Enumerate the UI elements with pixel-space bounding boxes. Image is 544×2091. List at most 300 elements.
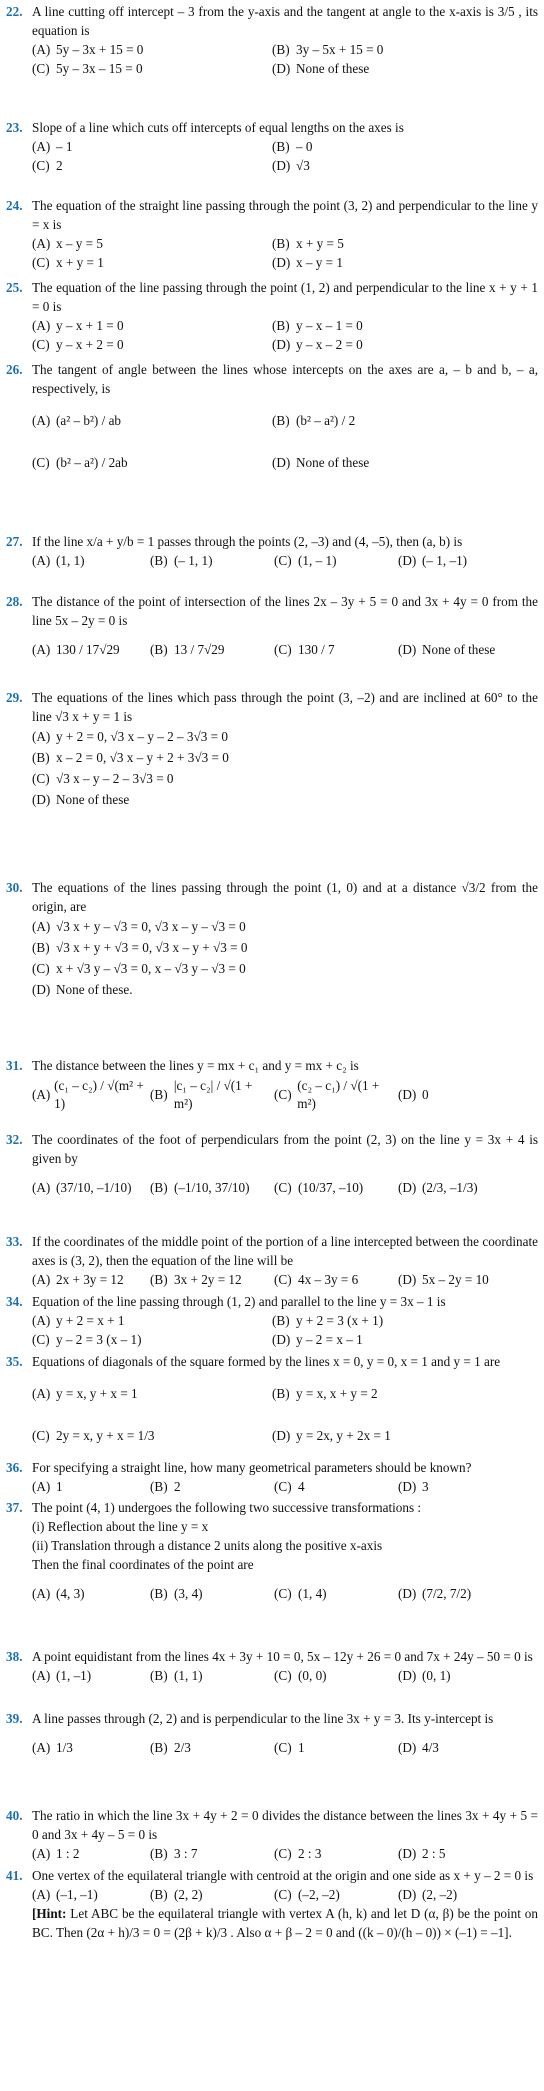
option-a[interactable] <box>32 1886 150 1904</box>
option-text: 2y = x, y + x = 1/3 <box>56 1428 155 1443</box>
option-label: (A) <box>32 1386 51 1401</box>
option-text: (0, 0) <box>298 1668 327 1683</box>
option-c[interactable] <box>32 60 272 78</box>
option-row <box>32 727 538 747</box>
question-q34 <box>6 1292 538 1349</box>
option-label: (A) <box>32 42 51 57</box>
option-label: (D) <box>398 1180 417 1195</box>
option-text: y – x – 1 = 0 <box>296 318 363 333</box>
question-stem <box>6 1352 538 1371</box>
option-a[interactable] <box>32 235 272 253</box>
question-text: The tangent of angle between the lines whose intercepts on the axes are a, – b and b, – a, respectively, is <box>32 362 538 396</box>
question-number: 37. <box>6 1500 23 1515</box>
option-text: (2/3, –1/3) <box>422 1180 478 1195</box>
option-a[interactable] <box>32 727 538 747</box>
option-d[interactable] <box>272 444 512 482</box>
option-text: |c₁ – c₂| / √(1 + m²) <box>173 1078 253 1111</box>
options <box>32 1478 538 1496</box>
option-label: (C) <box>32 158 50 173</box>
option-row <box>32 317 538 335</box>
question-q24 <box>6 196 538 272</box>
options <box>32 1076 538 1114</box>
option-a[interactable] <box>32 1667 150 1685</box>
option-text: (1, – 1) <box>298 553 337 568</box>
option-c[interactable] <box>274 1478 398 1496</box>
option-text: y + 2 = x + 1 <box>56 1313 125 1328</box>
option-label: (D) <box>272 455 291 470</box>
question-stem <box>6 360 538 398</box>
option-text: y – x – 2 = 0 <box>296 337 363 352</box>
option-b[interactable] <box>150 1729 274 1767</box>
option-label: (B) <box>150 1180 168 1195</box>
option-a[interactable] <box>32 1312 272 1330</box>
option-a[interactable] <box>32 631 150 669</box>
option-text: (– 1, 1) <box>174 553 213 568</box>
question-stem <box>6 1232 538 1270</box>
option-label: (D) <box>398 1272 417 1287</box>
option-row <box>32 254 538 272</box>
option-label: (B) <box>150 1087 168 1102</box>
question-q27 <box>6 532 538 570</box>
option-label: (C) <box>274 1586 292 1601</box>
hint-label: [Hint: <box>32 1906 67 1921</box>
option-d[interactable] <box>398 1886 522 1904</box>
option-label: (C) <box>274 553 292 568</box>
option-b[interactable] <box>32 748 538 768</box>
question-text: The ratio in which the line 3x + 4y + 2 = 0 divides the distance between the lines 3x + 4y + 5 = 0 and 3x + 4y – 5 = 0 is <box>32 1808 538 1842</box>
option-label: (C) <box>274 1668 292 1683</box>
option-label: (A) <box>32 139 51 154</box>
option-text: (1, 1) <box>56 553 85 568</box>
option-text: None of these <box>296 61 370 76</box>
option-label: (C) <box>274 1479 292 1494</box>
option-text: y + 2 = 0, √3 x – y – 2 – 3√3 = 0 <box>56 729 228 744</box>
question-stem <box>6 196 538 234</box>
question-q36 <box>6 1458 538 1496</box>
option-label: (C) <box>274 642 292 657</box>
option-label: (A) <box>32 1846 51 1861</box>
option-text: (1, 1) <box>174 1668 203 1683</box>
question-q32 <box>6 1130 538 1207</box>
option-a[interactable] <box>32 552 150 570</box>
question-text: The equation of the line passing through the point (1, 2) and perpendicular to the line x + y + 1 = 0 is <box>32 280 538 314</box>
option-text: x + y = 1 <box>56 255 104 270</box>
option-label: (D) <box>398 1887 417 1902</box>
option-c[interactable] <box>274 1076 398 1114</box>
option-label: (B) <box>32 940 50 955</box>
question-q40 <box>6 1806 538 1863</box>
option-label: (B) <box>272 318 290 333</box>
options <box>32 1667 538 1685</box>
option-text: y – x + 1 = 0 <box>56 318 124 333</box>
question-text: The coordinates of the foot of perpendiculars from the point (2, 3) on the line y = 3x + 4 is given by <box>32 1132 538 1166</box>
option-text: (–2, –2) <box>298 1887 340 1902</box>
option-text: (b² – a²) / 2ab <box>56 455 128 470</box>
option-a[interactable] <box>32 917 538 937</box>
option-text: (–1, –1) <box>56 1887 98 1902</box>
question-number: 22. <box>6 4 23 19</box>
option-label: (B) <box>150 1668 168 1683</box>
options <box>32 1886 538 1904</box>
option-label: (A) <box>32 729 51 744</box>
option-label: (C) <box>274 1740 292 1755</box>
question-text: The point (4, 1) undergoes the following two successive transformations : <box>32 1500 422 1515</box>
option-b[interactable] <box>150 1478 274 1496</box>
question-q28 <box>6 592 538 669</box>
option-text: √3 x + y – √3 = 0, √3 x – y – √3 = 0 <box>56 919 246 934</box>
question-text: For specifying a straight line, how many geometrical parameters should be known? <box>32 1460 472 1475</box>
question-stem <box>6 592 538 630</box>
option-b[interactable] <box>32 938 538 958</box>
option-d[interactable] <box>398 1575 522 1613</box>
option-c[interactable] <box>274 1845 398 1863</box>
option-a[interactable] <box>32 1478 150 1496</box>
option-text: x – 2 = 0, √3 x – y + 2 + 3√3 = 0 <box>56 750 229 765</box>
option-a[interactable] <box>32 1169 150 1207</box>
option-d[interactable] <box>398 552 522 570</box>
option-text: 5x – 2y = 10 <box>422 1272 489 1287</box>
sub-statement: (i) Reflection about the line y = x <box>32 1519 209 1534</box>
option-b[interactable] <box>272 402 512 440</box>
question-q35 <box>6 1352 538 1455</box>
question-number: 26. <box>6 362 23 377</box>
options <box>32 235 538 272</box>
option-b[interactable] <box>150 1076 274 1114</box>
option-text: x – y = 5 <box>56 236 103 251</box>
option-row <box>32 336 538 354</box>
option-b[interactable] <box>272 41 512 59</box>
option-text: y – x + 2 = 0 <box>56 337 124 352</box>
question-stem <box>6 1806 538 1844</box>
option-d[interactable] <box>272 1331 512 1349</box>
options <box>32 138 538 175</box>
question-number: 27. <box>6 534 23 549</box>
option-row <box>32 1729 538 1767</box>
option-c[interactable] <box>274 552 398 570</box>
question-text: A line passes through (2, 2) and is perpendicular to the line 3x + y = 3. Its y-intercept is <box>32 1711 494 1726</box>
question-number: 41. <box>6 1868 23 1883</box>
option-a[interactable] <box>32 41 272 59</box>
option-label: (D) <box>272 61 291 76</box>
sub-statement: Then the final coordinates of the point are <box>32 1557 254 1572</box>
option-b[interactable] <box>272 235 512 253</box>
question-text: If the coordinates of the middle point of the portion of a line intercepted between the coordinate axes is (3, 2), then the equation of the line will be <box>32 1234 538 1268</box>
option-label: (B) <box>272 236 290 251</box>
question-stem <box>6 2 538 40</box>
option-c[interactable] <box>32 336 272 354</box>
option-row <box>32 1169 538 1207</box>
option-text: x + √3 y – √3 = 0, x – √3 y – √3 = 0 <box>56 961 246 976</box>
option-a[interactable] <box>32 1271 150 1289</box>
option-b[interactable] <box>272 138 512 156</box>
question-text: The distance of the point of intersection of the lines 2x – 3y + 5 = 0 and 3x + 4y = 0 from the line 5x – 2y = 0 is <box>32 594 538 628</box>
question-q39 <box>6 1709 538 1767</box>
question-stem <box>6 1056 538 1075</box>
options <box>32 1729 538 1767</box>
question-text: Equation of the line passing through (1, 2) and parallel to the line y = 3x – 1 is <box>32 1294 446 1309</box>
option-b[interactable] <box>272 1375 512 1413</box>
option-text: √3 x + y + √3 = 0, √3 x – y + √3 = 0 <box>56 940 248 955</box>
option-text: (4, 3) <box>56 1586 85 1601</box>
option-row <box>32 235 538 253</box>
option-text: (3, 4) <box>174 1586 203 1601</box>
option-row <box>32 1076 538 1114</box>
question-q26 <box>6 360 538 482</box>
option-a[interactable] <box>32 1375 272 1413</box>
options <box>32 317 538 354</box>
option-label: (C) <box>32 771 50 786</box>
option-label: (C) <box>274 1887 292 1902</box>
option-text: (10/37, –10) <box>298 1180 364 1195</box>
option-text: None of these <box>296 455 370 470</box>
option-c[interactable] <box>274 1667 398 1685</box>
option-b[interactable] <box>150 1845 274 1863</box>
option-text: √3 x – y – 2 – 3√3 = 0 <box>56 771 174 786</box>
option-c[interactable] <box>32 157 272 175</box>
option-a[interactable] <box>32 1076 150 1114</box>
option-c[interactable] <box>274 631 398 669</box>
question-number: 39. <box>6 1711 23 1726</box>
option-row <box>32 60 538 78</box>
question-stem <box>6 878 538 916</box>
hint-text: Let ABC be the equilateral triangle with vertex A (h, k) and let D (α, β) be the point on BC. Then (2α + h)/3 = 0 = (2β + k)/3 . Also α + β – 2 = 0 and ((k – 0)/(h – 0)) × (–1) = –1]. <box>32 1906 538 1940</box>
question-q25 <box>6 278 538 354</box>
option-d[interactable] <box>32 980 538 1000</box>
option-row <box>32 1271 538 1289</box>
option-d[interactable] <box>398 1729 522 1767</box>
option-d[interactable] <box>272 254 512 272</box>
question-stem <box>6 1709 538 1728</box>
option-row <box>32 917 538 937</box>
option-row <box>32 631 538 669</box>
sub-statements <box>32 1517 538 1574</box>
question-text: A point equidistant from the lines 4x + 3y + 10 = 0, 5x – 12y + 26 = 0 and 7x + 24y – 50 = 0 is <box>32 1649 533 1664</box>
option-row <box>32 769 538 789</box>
option-row <box>32 980 538 1000</box>
option-d[interactable] <box>272 336 512 354</box>
option-label: (A) <box>32 1586 51 1601</box>
option-c[interactable] <box>32 444 272 482</box>
question-text: One vertex of the equilateral triangle with centroid at the origin and one side as x + y – 2 = 0 is <box>32 1868 534 1883</box>
option-c[interactable] <box>32 959 538 979</box>
options <box>32 402 538 482</box>
option-text: y = 2x, y + 2x = 1 <box>296 1428 391 1443</box>
option-text: 2 <box>56 158 63 173</box>
option-label: (A) <box>32 642 51 657</box>
option-label: (B) <box>272 1386 290 1401</box>
option-label: (A) <box>32 1740 51 1755</box>
option-c[interactable] <box>32 254 272 272</box>
question-stem <box>6 1130 538 1168</box>
question-stem <box>6 1647 538 1666</box>
question-q37 <box>6 1498 538 1613</box>
option-label: (B) <box>150 1272 168 1287</box>
option-d[interactable] <box>272 1417 512 1455</box>
option-d[interactable] <box>398 1271 522 1289</box>
option-c[interactable] <box>32 1417 272 1455</box>
option-row <box>32 138 538 156</box>
option-text: (37/10, –1/10) <box>56 1180 132 1195</box>
option-text: (b² – a²) / 2 <box>296 413 356 428</box>
option-a[interactable] <box>32 1729 150 1767</box>
option-label: (D) <box>398 642 417 657</box>
option-b[interactable] <box>272 317 512 335</box>
option-b[interactable] <box>150 1886 274 1904</box>
option-d[interactable] <box>398 1478 522 1496</box>
option-d[interactable] <box>398 1667 522 1685</box>
option-label: (A) <box>32 919 51 934</box>
option-c[interactable] <box>274 1886 398 1904</box>
option-label: (D) <box>398 1586 417 1601</box>
question-text: If the line x/a + y/b = 1 passes through the points (2, –3) and (4, –5), then (a, b) is <box>32 534 463 549</box>
option-text: 1 <box>298 1740 305 1755</box>
option-label: (A) <box>32 1180 51 1195</box>
option-label: (A) <box>32 1087 51 1102</box>
option-c[interactable] <box>274 1169 398 1207</box>
options <box>32 552 538 570</box>
question-text: The equation of the straight line passing through the point (3, 2) and perpendicular to the line y = x is <box>32 198 538 232</box>
question-number: 23. <box>6 120 23 135</box>
option-label: (C) <box>32 61 50 76</box>
option-a[interactable] <box>32 1575 150 1613</box>
option-text: 4x – 3y = 6 <box>298 1272 359 1287</box>
option-text: (c₁ – c₂) / √(m² + 1) <box>54 1078 144 1111</box>
option-label: (C) <box>32 1332 50 1347</box>
option-text: 0 <box>422 1087 429 1102</box>
question-text: The distance between the lines y = mx + c₁ and y = mx + c₂ is <box>32 1058 359 1073</box>
option-label: (C) <box>274 1180 292 1195</box>
option-label: (A) <box>32 1668 51 1683</box>
option-label: (C) <box>274 1272 292 1287</box>
option-label: (D) <box>32 982 51 997</box>
option-c[interactable] <box>32 1331 272 1349</box>
option-label: (C) <box>274 1846 292 1861</box>
option-label: (A) <box>32 318 51 333</box>
option-row <box>32 1478 538 1496</box>
option-c[interactable] <box>32 769 538 789</box>
option-label: (B) <box>272 413 290 428</box>
question-q38 <box>6 1647 538 1685</box>
option-text: 2x + 3y = 12 <box>56 1272 124 1287</box>
option-a[interactable] <box>32 317 272 335</box>
option-label: (D) <box>398 1479 417 1494</box>
question-q33 <box>6 1232 538 1289</box>
option-label: (A) <box>32 236 51 251</box>
option-label: (B) <box>32 750 50 765</box>
option-label: (B) <box>150 642 168 657</box>
option-row <box>32 157 538 175</box>
option-label: (D) <box>398 1846 417 1861</box>
option-d[interactable] <box>272 157 512 175</box>
option-label: (D) <box>272 337 291 352</box>
option-text: None of these. <box>56 982 133 997</box>
option-label: (B) <box>150 1479 168 1494</box>
option-b[interactable] <box>150 1169 274 1207</box>
option-d[interactable] <box>398 1169 522 1207</box>
option-label: (A) <box>32 1313 51 1328</box>
options <box>32 1575 538 1613</box>
option-d[interactable] <box>398 1076 522 1114</box>
option-row <box>32 748 538 768</box>
option-b[interactable] <box>150 1667 274 1685</box>
question-number: 31. <box>6 1058 23 1073</box>
option-label: (D) <box>398 1740 417 1755</box>
option-text: (– 1, –1) <box>422 553 468 568</box>
question-number: 32. <box>6 1132 23 1147</box>
question-number: 28. <box>6 594 23 609</box>
option-row <box>32 1331 538 1349</box>
question-text: The equations of the lines which pass through the point (3, –2) and are inclined at 60° to the line √3 x + y = 1 is <box>32 690 538 724</box>
option-c[interactable] <box>274 1729 398 1767</box>
option-d[interactable] <box>32 790 538 810</box>
question-q31 <box>6 1056 538 1114</box>
question-q41 <box>6 1866 538 1942</box>
option-text: x – y = 1 <box>296 255 343 270</box>
sub-statement: (ii) Translation through a distance 2 units along the positive x-axis <box>32 1538 383 1553</box>
option-text: y – 2 = 3 (x – 1) <box>56 1332 142 1347</box>
option-text: y – 2 = x – 1 <box>296 1332 363 1347</box>
option-row <box>32 1886 538 1904</box>
option-row <box>32 1667 538 1685</box>
option-row <box>32 959 538 979</box>
option-label: (D) <box>32 792 51 807</box>
option-text: y = x, y + x = 1 <box>56 1386 138 1401</box>
option-label: (C) <box>32 337 50 352</box>
option-text: 5y – 3x – 15 = 0 <box>56 61 143 76</box>
option-b[interactable] <box>272 1312 512 1330</box>
question-number: 33. <box>6 1234 23 1249</box>
option-label: (D) <box>272 255 291 270</box>
option-label: (D) <box>398 553 417 568</box>
question-stem <box>6 1292 538 1311</box>
option-text: √3 <box>296 158 310 173</box>
option-text: 4/3 <box>422 1740 439 1755</box>
question-stem <box>6 1458 538 1477</box>
option-d[interactable] <box>398 1845 522 1863</box>
option-b[interactable] <box>150 552 274 570</box>
option-text: 3 : 7 <box>174 1846 198 1861</box>
option-c[interactable] <box>274 1271 398 1289</box>
option-label: (C) <box>32 455 50 470</box>
option-text: x + y = 5 <box>296 236 344 251</box>
option-d[interactable] <box>398 631 522 669</box>
options <box>32 1169 538 1207</box>
option-a[interactable] <box>32 138 272 156</box>
option-a[interactable] <box>32 402 272 440</box>
question-number: 24. <box>6 198 23 213</box>
options <box>32 41 538 78</box>
option-label: (C) <box>32 1428 50 1443</box>
option-b[interactable] <box>150 1271 274 1289</box>
option-row <box>32 790 538 810</box>
option-row <box>32 1417 538 1455</box>
option-d[interactable] <box>272 60 512 78</box>
option-text: (2, –2) <box>422 1887 458 1902</box>
option-a[interactable] <box>32 1845 150 1863</box>
option-c[interactable] <box>274 1575 398 1613</box>
option-text: 130 / 17√29 <box>56 642 120 657</box>
option-label: (B) <box>272 42 290 57</box>
option-b[interactable] <box>150 631 274 669</box>
option-text: 3y – 5x + 15 = 0 <box>296 42 384 57</box>
option-b[interactable] <box>150 1575 274 1613</box>
options <box>32 631 538 669</box>
option-label: (B) <box>150 1740 168 1755</box>
question-stem <box>6 118 538 137</box>
option-label: (B) <box>150 1846 168 1861</box>
option-label: (C) <box>32 961 50 976</box>
question-number: 34. <box>6 1294 23 1309</box>
